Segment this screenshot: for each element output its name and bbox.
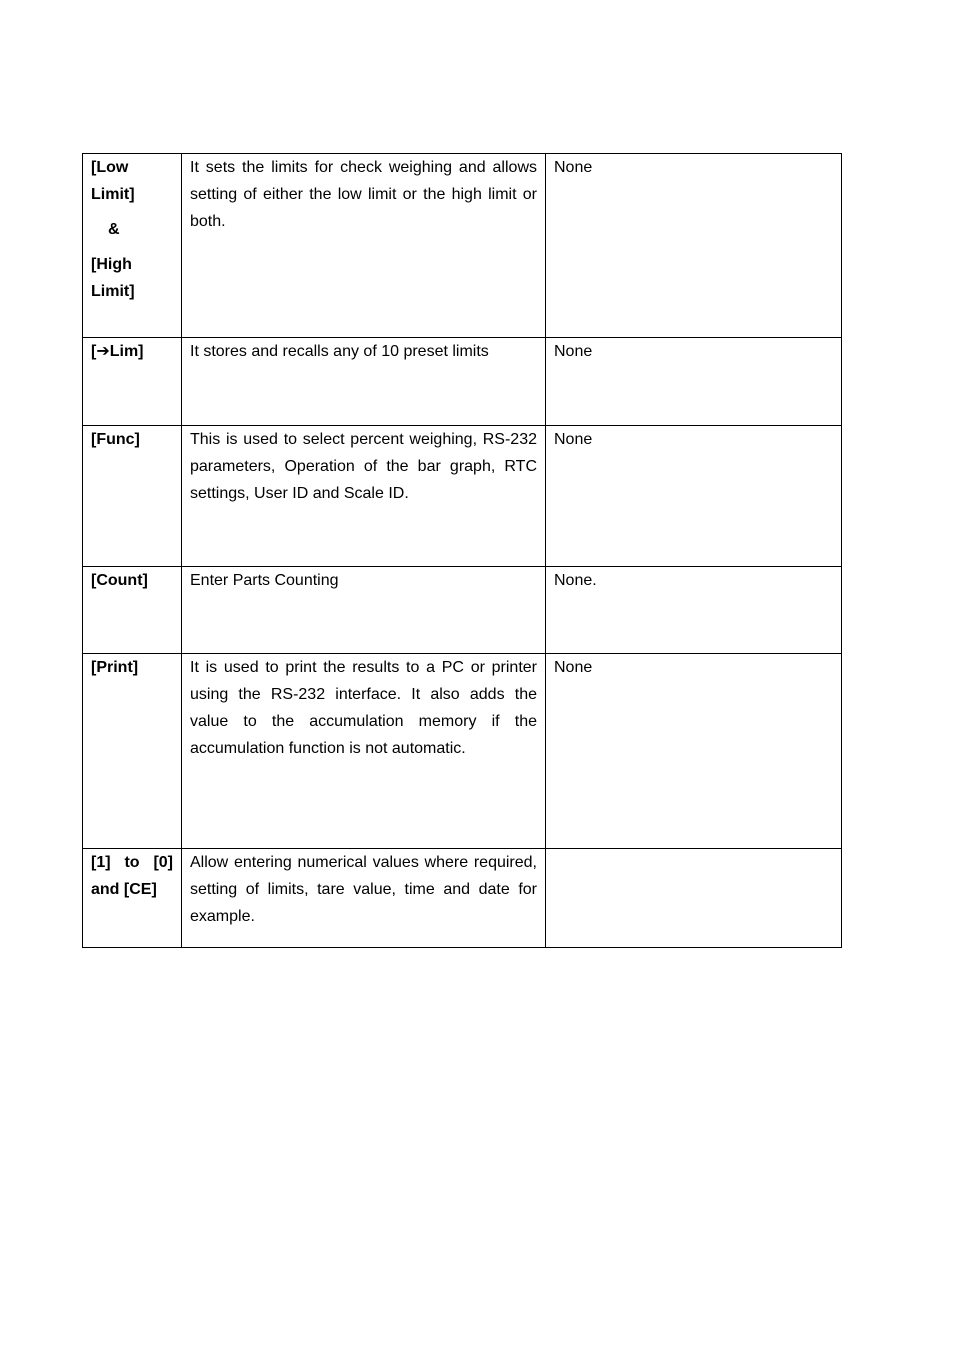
effect-cell (546, 849, 842, 948)
key-cell: [Print] (83, 654, 182, 849)
table-row (83, 154, 842, 338)
key-label-line: Limit] (91, 186, 135, 203)
effect-cell: None (546, 338, 842, 426)
table-row (83, 567, 842, 654)
key-cell (83, 338, 182, 426)
effect-cell: None (546, 154, 842, 338)
description-cell: This is used to select percent weighing, RS-232 parameters, Operation of the bar graph, RTC settings, User ID and Scale ID. (182, 426, 546, 567)
key-cell: [1] to [0] and [CE] (83, 849, 182, 948)
key-label-line: [Low (91, 159, 129, 176)
description-cell: It sets the limits for check weighing and allows setting of either the low limit or the high limit or both. (182, 154, 546, 338)
table-row (83, 654, 842, 849)
description-cell: It is used to print the results to a PC or printer using the RS-232 interface. It also adds the value to the accumulation memory if the accumulation function is not automatic. (182, 654, 546, 849)
effect-cell: None. (546, 567, 842, 654)
key-label-line: Limit] (91, 283, 135, 300)
key-cell: [Count] (83, 567, 182, 654)
key-cell: [Func] (83, 426, 182, 567)
key-suffix: Lim] (109, 343, 144, 360)
effect-cell: None (546, 654, 842, 849)
key-prefix: [ (91, 343, 97, 360)
table-row (83, 849, 842, 948)
table-row (83, 426, 842, 567)
table-row (83, 338, 842, 426)
key-cell (83, 154, 182, 338)
description-cell: Allow entering numerical values where required, setting of limits, tare value, time and date for example. (182, 849, 546, 948)
description-cell: Enter Parts Counting (182, 567, 546, 654)
right-arrow-icon: ➔ (96, 343, 110, 360)
key-label-line: [High (91, 256, 132, 273)
key-function-table (82, 153, 842, 948)
description-cell: It stores and recalls any of 10 preset limits (182, 338, 546, 426)
key-connector: & (108, 221, 120, 238)
effect-cell: None (546, 426, 842, 567)
